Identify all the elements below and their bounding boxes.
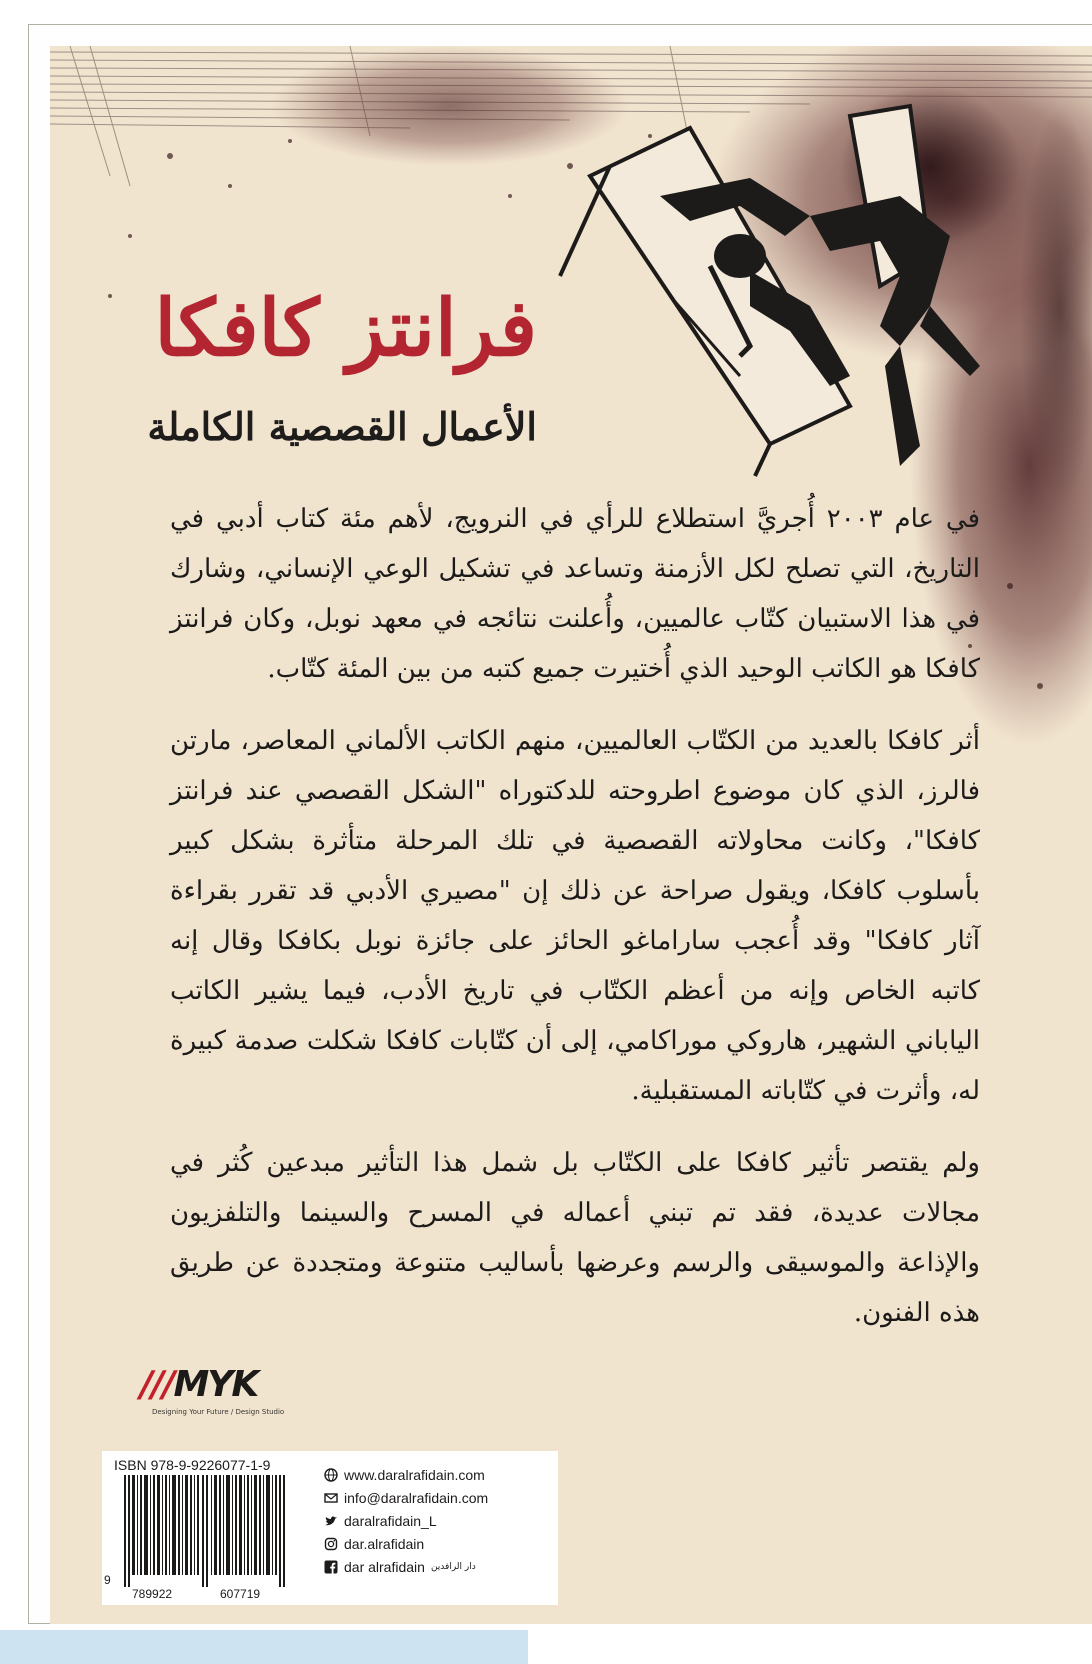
barcode-left-digits: 789922 xyxy=(132,1587,173,1601)
design-studio-mark-icon: ///MYK xyxy=(140,1364,258,1405)
website-text: www.daralrafidain.com xyxy=(344,1466,485,1483)
blurb-paragraph-1: في عام ٢٠٠٣ أُجريَّ استطلاع للرأي في النرويج، لأهم مئة كتاب أدبي في التاريخ، التي تصلح لكل الأزمنة وتساعد في تشكيل الوعي الإنساني، وشارك في هذا الاستبيان كتّاب عالميين، وأُعلنت نتائجه في معهد نوبل، وكان فرانتز كافكا هو الكاتب الوحيد الذي أُختيرت جميع كتبه من بين المئة كتّاب. xyxy=(170,504,981,684)
globe-icon xyxy=(324,1468,338,1482)
book-title: فرانتز كافكا xyxy=(154,283,537,374)
contact-facebook xyxy=(324,1555,554,1578)
barcode-icon xyxy=(110,1475,310,1587)
publisher-contacts xyxy=(324,1463,554,1578)
email-text: info@daralrafidain.com xyxy=(344,1489,489,1506)
facebook-icon xyxy=(324,1560,338,1574)
barcode-lead-digit: 9 xyxy=(104,1573,111,1587)
contact-website xyxy=(324,1463,554,1486)
blurb-paragraph-2: أثر كافكا بالعديد من الكتّاب العالميين، منهم الكاتب الألماني المعاصر، مارتن فالرز، الذي كان موضوع اطروحته للدكتوراه "الشكل القصصي عند فرانتز كافكا"، وكانت محاولاته القصصية في تلك المرحلة متأثرة بشكل كبير بأسلوب كافكا، ويقول صراحة عن ذلك إن "مصيري الأدبي قد تقرر بقراءة آثار كافكا" وقد أُعجب ساراماغو الحائز على جائزة نوبل بكافكا وقال إنه كاتبه الخاص وإنه من أعظم الكتّاب في تاريخ الأدب، فيما يشير الكاتب الياباني الشهير، هاروكي موراكامي، إلى أن كتّابات كافكا شكلت صدمة كبيرة له، وأثرت في كتّاباته المستقبلية. xyxy=(170,726,980,1106)
publisher-name-arabic: دار الرافدين xyxy=(430,1561,476,1572)
isbn-info-box xyxy=(102,1451,558,1605)
twitter-icon xyxy=(324,1514,338,1528)
isbn-number: ISBN 978-9-9226077-1-9 xyxy=(114,1457,271,1473)
barcode-right-digits: 607719 xyxy=(220,1587,261,1601)
instagram-text: dar.alrafidain xyxy=(344,1535,425,1552)
book-subtitle: الأعمال القصصية الكاملة xyxy=(147,404,537,449)
mail-icon xyxy=(324,1491,338,1505)
contact-email xyxy=(324,1486,554,1509)
contact-twitter xyxy=(324,1509,554,1532)
blurb-text xyxy=(170,494,980,1360)
design-studio-logo xyxy=(140,1364,310,1424)
back-cover xyxy=(50,46,1092,1624)
design-studio-tagline: Designing Your Future / Design Studio xyxy=(152,1408,285,1416)
instagram-icon xyxy=(324,1537,338,1551)
blurb-paragraph-3: ولم يقتصر تأثير كافكا على الكتّاب بل شمل هذا التأثير مبدعين كُثر في مجالات عديدة، فقد تم تبني أعماله في المسرح والسينما والتلفزيون والإذاعة والموسيقى والرسم وعرضها بأساليب متنوعة ومتجددة عن طريق هذه الفنون. xyxy=(170,1148,980,1328)
contact-instagram xyxy=(324,1532,554,1555)
scan-background-tab xyxy=(0,1630,528,1664)
twitter-text: daralrafidain_L xyxy=(344,1512,437,1529)
facebook-text: dar alrafidain xyxy=(344,1558,425,1575)
